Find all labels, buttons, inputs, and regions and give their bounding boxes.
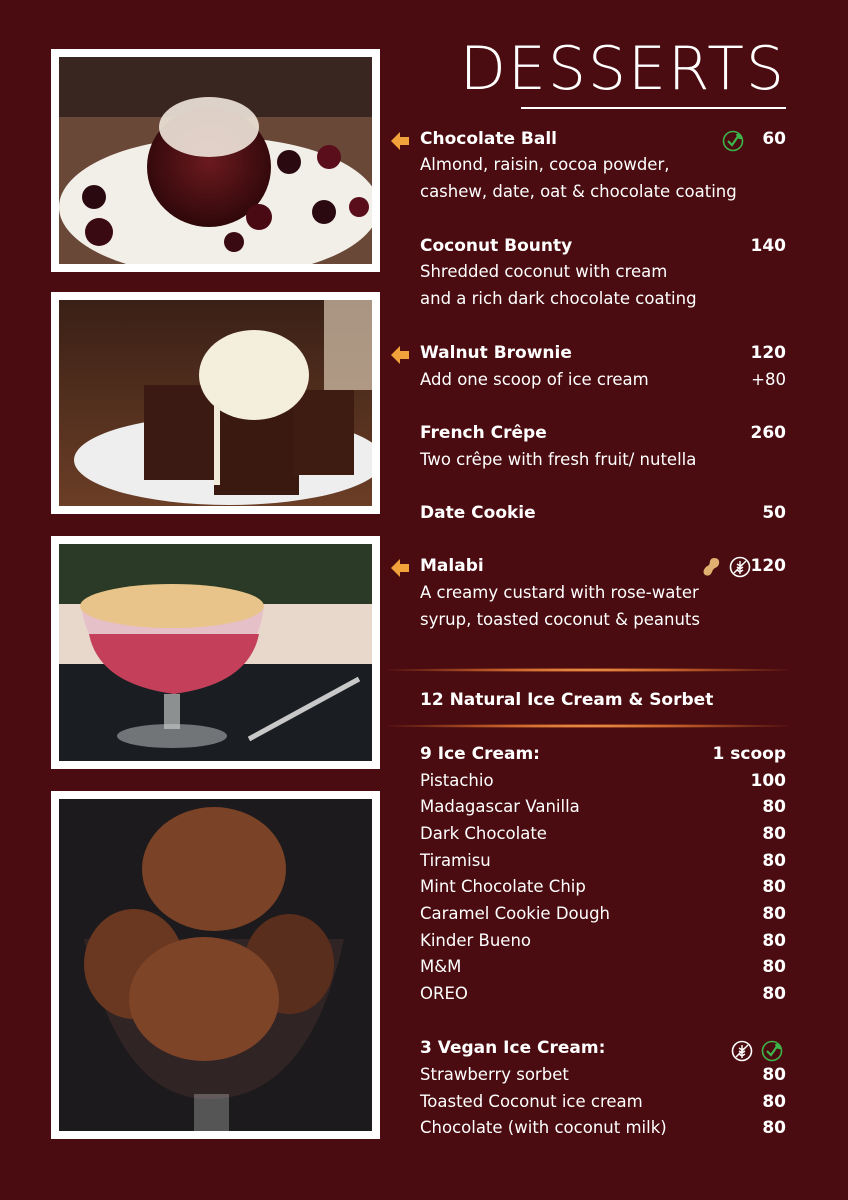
recommended-arrow-icon [391, 346, 409, 364]
item-name: French Crêpe [420, 423, 547, 443]
item-name: Date Cookie [420, 503, 536, 523]
ice-cream-flavor: Madagascar Vanilla [420, 797, 580, 816]
chocolate-ice-cream-photo [51, 791, 380, 1139]
item-price: 50 [762, 503, 786, 523]
vegan-flavor: Toasted Coconut ice cream [420, 1092, 643, 1111]
item-name: Coconut Bounty [420, 236, 573, 256]
item-description: Shredded coconut with cream [420, 262, 668, 281]
ice-cream-flavor: Pistachio [420, 771, 494, 790]
ice-cream-flavor: M&M [420, 957, 462, 976]
walnut-brownie-photo [51, 292, 380, 514]
item-name: Malabi [420, 556, 484, 576]
item-price: 140 [750, 236, 786, 256]
gluten-free-wheat-icon [731, 1040, 753, 1062]
item-price: 260 [750, 423, 786, 443]
ice-cream-flavor: Caramel Cookie Dough [420, 904, 611, 923]
item-name: Walnut Brownie [420, 343, 572, 363]
item-description: Almond, raisin, cocoa powder, [420, 155, 670, 174]
section-heading: 12 Natural Ice Cream & Sorbet [420, 690, 714, 710]
vegan-price: 80 [762, 1092, 786, 1112]
recommended-arrow-icon [391, 559, 409, 577]
ice-cream-flavor: Dark Chocolate [420, 824, 547, 843]
ice-cream-price: 80 [762, 824, 786, 844]
chocolate-ball-photo [51, 49, 380, 272]
ice-cream-flavor: Tiramisu [420, 851, 491, 870]
item-name: Chocolate Ball [420, 129, 557, 149]
ice-cream-flavor: Mint Chocolate Chip [420, 877, 586, 896]
section-divider-top [388, 668, 788, 672]
item-description: Two crêpe with fresh fruit/ nutella [420, 450, 697, 469]
ice-cream-price: 80 [762, 984, 786, 1004]
item-price: 60 [762, 129, 786, 149]
vegan-flavor: Strawberry sorbet [420, 1065, 569, 1084]
recommended-arrow-icon [391, 132, 409, 150]
item-price: 120 [750, 556, 786, 576]
page-title: DESSERTS [459, 34, 786, 104]
vegan-price: 80 [762, 1065, 786, 1085]
vegan-flavor: Chocolate (with coconut milk) [420, 1118, 667, 1137]
item-description: syrup, toasted coconut & peanuts [420, 610, 700, 629]
vegan-leaf-check-icon [761, 1040, 783, 1062]
ice-cream-heading: 9 Ice Cream: [420, 744, 540, 764]
ice-cream-flavor: Kinder Bueno [420, 931, 531, 950]
item-addon-price: +80 [751, 370, 786, 389]
malabi-photo [51, 536, 380, 769]
item-price: 120 [750, 343, 786, 363]
section-divider-bottom [388, 724, 788, 728]
ice-cream-price: 80 [762, 904, 786, 924]
ice-cream-unit: 1 scoop [712, 744, 786, 764]
vegan-heading: 3 Vegan Ice Cream: [420, 1038, 606, 1058]
vegan-price: 80 [762, 1118, 786, 1138]
item-description: Add one scoop of ice cream [420, 370, 649, 389]
ice-cream-price: 80 [762, 851, 786, 871]
ice-cream-flavor: OREO [420, 984, 468, 1003]
ice-cream-price: 80 [762, 797, 786, 817]
ice-cream-price: 100 [750, 771, 786, 791]
item-description: cashew, date, oat & chocolate coating [420, 182, 737, 201]
item-description: and a rich dark chocolate coating [420, 289, 697, 308]
ice-cream-price: 80 [762, 877, 786, 897]
ice-cream-price: 80 [762, 957, 786, 977]
ice-cream-price: 80 [762, 931, 786, 951]
title-underline [521, 107, 786, 109]
item-description: A creamy custard with rose-water [420, 583, 699, 602]
